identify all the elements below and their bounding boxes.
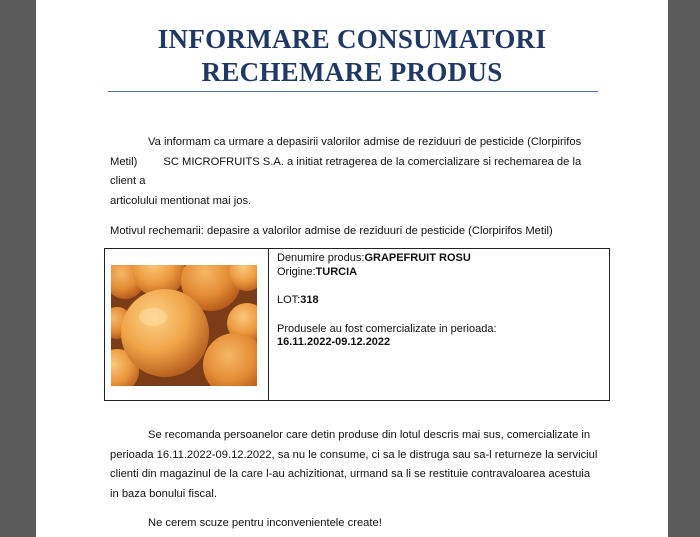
intro-line-2b: SC MICROFRUITS S.A. a initiat retragerea de la comercializare si rechemarea de la client a	[110, 155, 582, 187]
product-name-row	[277, 252, 597, 266]
recommendation-line-1: Se recomanda persoanelor care detin produse din lotul descris mai sus, comercializate in	[148, 429, 591, 441]
grapefruit-photo	[111, 265, 257, 391]
product-lot-value: 318	[300, 294, 319, 306]
product-name-label: Denumire produs:	[277, 252, 365, 264]
product-lot-row	[277, 294, 597, 308]
title-underline	[108, 91, 598, 92]
recall-reason: Motivul rechemarii: depasire a valorilor admise de reziduuri de pesticide (Clorpirifos Metil)	[110, 225, 553, 237]
product-lot-label: LOT:	[277, 294, 301, 306]
table-divider	[268, 249, 269, 400]
product-origin-value: TURCIA	[315, 265, 358, 278]
intro-line-3: articolului mentionat mai jos.	[110, 194, 252, 207]
product-origin-row	[277, 266, 597, 280]
recommendation-line-4: in baza bonului fiscal.	[110, 487, 217, 500]
recommendation-line-3: clienti din magazinul de la care l-au achizitionat, urmand sa li se restituie contravaloarea acestuia	[110, 468, 591, 480]
apology-text: Ne cerem scuze pentru inconvenientele create!	[148, 517, 382, 529]
product-period-label: Produsele au fost comercializate in perioada:	[277, 322, 497, 335]
recommendation-line-2: perioada 16.11.2022-09.12.2022, sa nu le consume, ci sa le distruga sau sa-l returneze la serviciul	[110, 448, 598, 461]
recommendation-paragraph	[110, 426, 610, 504]
page-title-line-2: RECHEMARE PRODUS	[201, 57, 503, 87]
apology-line	[110, 514, 610, 534]
page-title-line-1: INFORMARE CONSUMATORI	[157, 24, 547, 54]
intro-line-1: Va informam ca urmare a depasirii valorilor admise de reziduuri de pesticide (Clorpirifos	[148, 136, 582, 148]
product-period-value: 16.11.2022-09.12.2022	[277, 336, 391, 348]
product-table	[104, 248, 610, 401]
document-page	[36, 0, 668, 537]
intro-paragraph	[110, 133, 610, 211]
product-info	[277, 252, 597, 350]
product-name-value: GRAPEFRUIT ROSU	[364, 252, 471, 264]
intro-line-2a: Metil)	[110, 155, 138, 168]
product-origin-label: Origine:	[277, 265, 316, 278]
